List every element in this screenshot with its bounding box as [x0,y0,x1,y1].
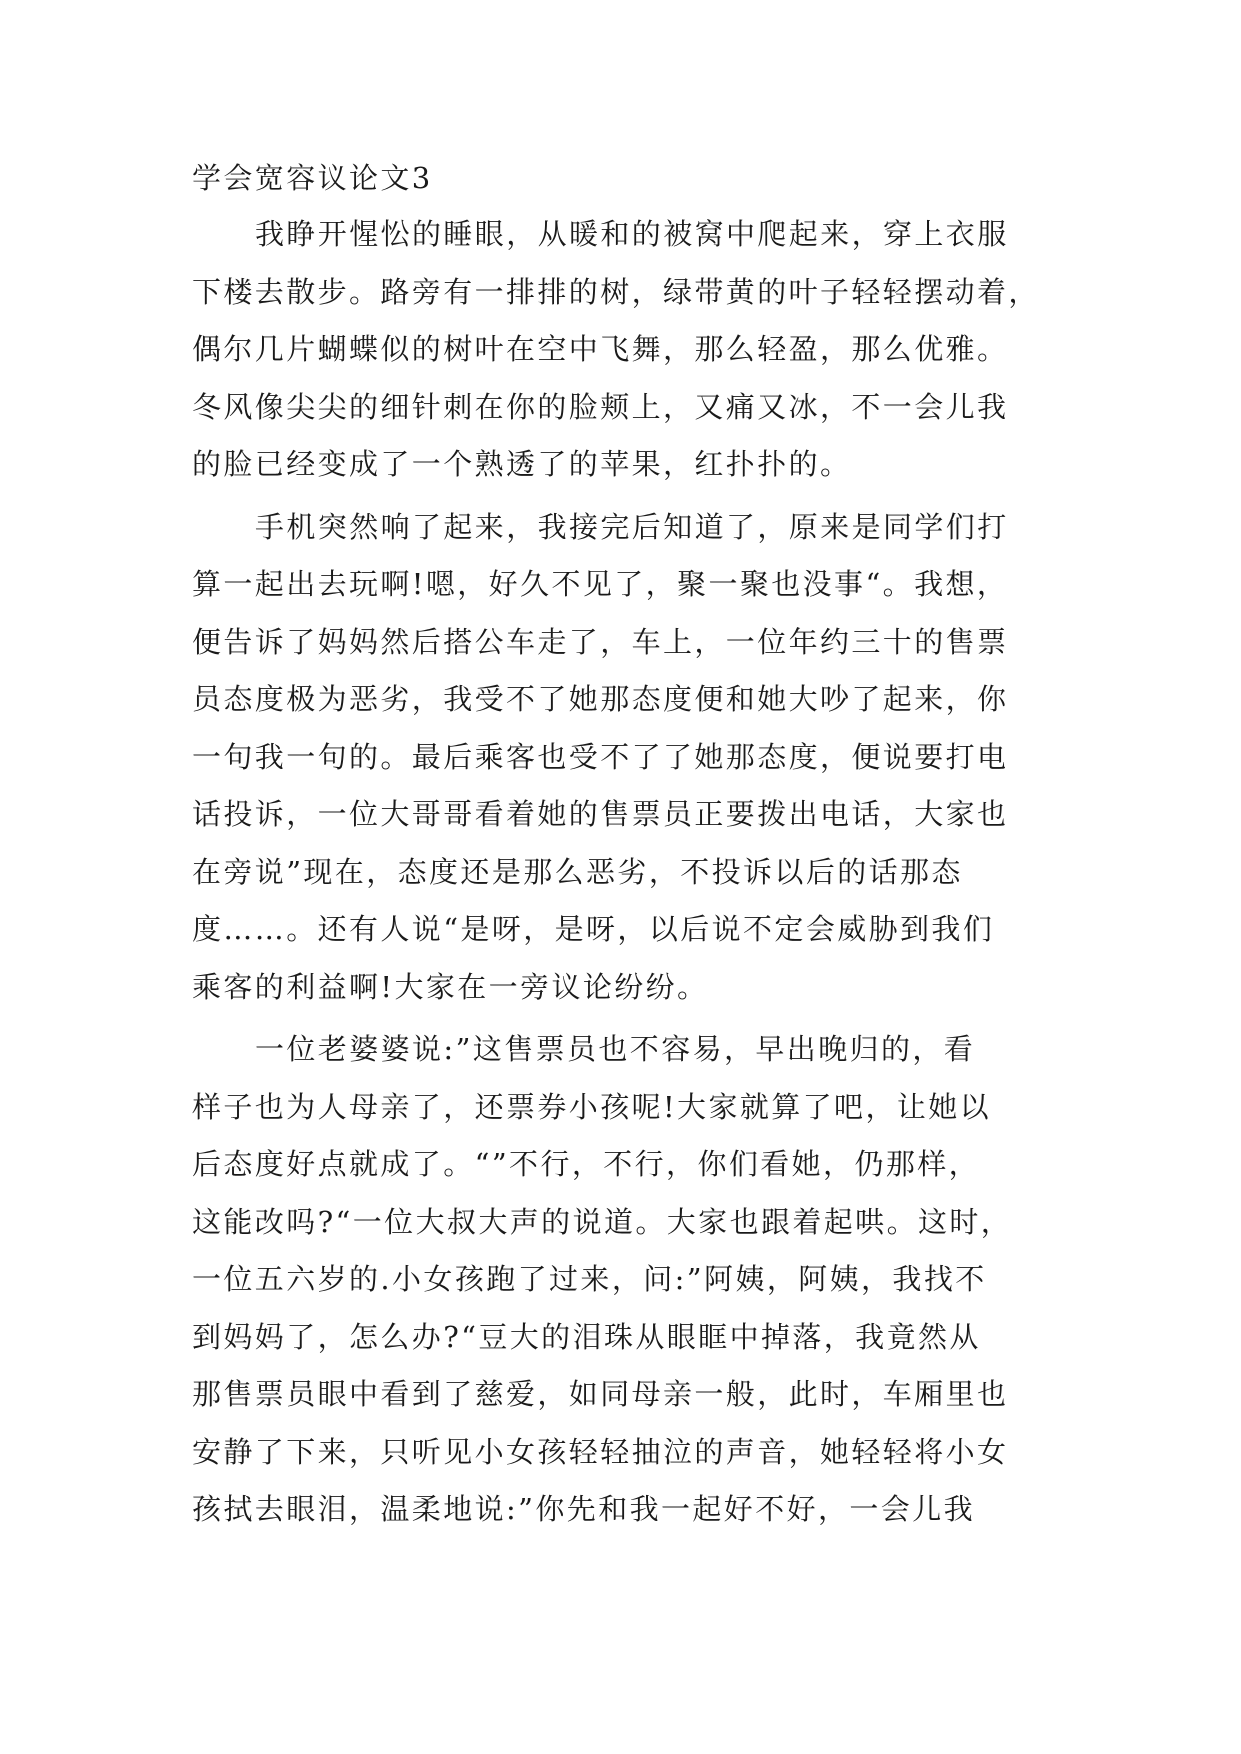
paragraph-line: 样子也为人母亲了，还票券小孩呢!大家就算了吧，让她以 [192,1089,992,1124]
paragraph-1 [192,206,1050,494]
paragraph-line: 员态度极为恶劣，我受不了她那态度便和她大吵了起来，你 [192,682,1009,716]
paragraph-line: 到妈妈了，怎么办?“豆大的泪珠从眼眶中掉落，我竟然从 [192,1319,981,1354]
paragraph-line: 乘客的利益啊!大家在一旁议论纷纷。 [192,969,709,1004]
paragraph-line: 这能改吗?“一位大叔大声的说道。大家也跟着起哄。这时， [192,1204,1013,1239]
paragraph-line: 我睁开惺忪的睡眼，从暖和的被窝中爬起来，穿上衣服 [255,217,1009,251]
paragraph-line: 孩拭去眼泪，温柔地说:”你先和我一起好不好，一会儿我 [192,1492,975,1526]
paragraph-line: 安静了下来，只听见小女孩轻轻抽泣的声音，她轻轻将小女 [192,1434,1009,1469]
paragraph-line: 手机突然响了起来，我接完后知道了，原来是同学们打 [255,509,1009,544]
paragraph-line: 后态度好点就成了。“”不行，不行，你们看她，仍那样， [192,1147,981,1181]
paragraph-line: 一位老婆婆说:”这售票员也不容易，早出晚归的，看 [255,1032,976,1066]
paragraph-line: 度……。还有人说“是呀，是呀，以后说不定会威胁到我们 [192,912,995,946]
paragraph-line: 下楼去散步。路旁有一排排的树，绿带黄的叶子轻轻摆动着， [192,274,1040,309]
paragraph-line: 一位五六岁的.小女孩跑了过来，问:”阿姨，阿姨，我找不 [192,1262,987,1296]
paragraph-line: 偶尔几片蝴蝶似的树叶在空中飞舞，那么轻盈，那么优雅。 [192,332,1009,366]
document-page [192,150,1050,1544]
paragraph-line: 冬风像尖尖的细针刺在你的脸颊上，又痛又冰，不一会儿我 [192,389,1009,424]
paragraph-line: 话投诉，一位大哥哥看着她的售票员正要拨出电话，大家也 [192,797,1009,831]
paragraph-line: 的脸已经变成了一个熟透了的苹果，红扑扑的。 [192,447,852,481]
paragraph-line: 算一起出去玩啊!嗯，好久不见了，聚一聚也没事“。我想， [192,567,1009,601]
paragraph-line: 在旁说”现在，态度还是那么恶劣，不投诉以后的话那态 [192,854,963,889]
paragraph-2 [192,499,1050,1017]
paragraph-3 [192,1021,1050,1539]
paragraph-line: 那售票员眼中看到了慈爱，如同母亲一般，此时，车厢里也 [192,1377,1009,1411]
paragraph-line: 一句我一句的。最后乘客也受不了了她那态度，便说要打电 [192,739,1009,774]
document-title: 学会宽容议论文3 [192,161,433,195]
paragraph-line: 便告诉了妈妈然后搭公车走了，车上，一位年约三十的售票 [192,624,1009,659]
